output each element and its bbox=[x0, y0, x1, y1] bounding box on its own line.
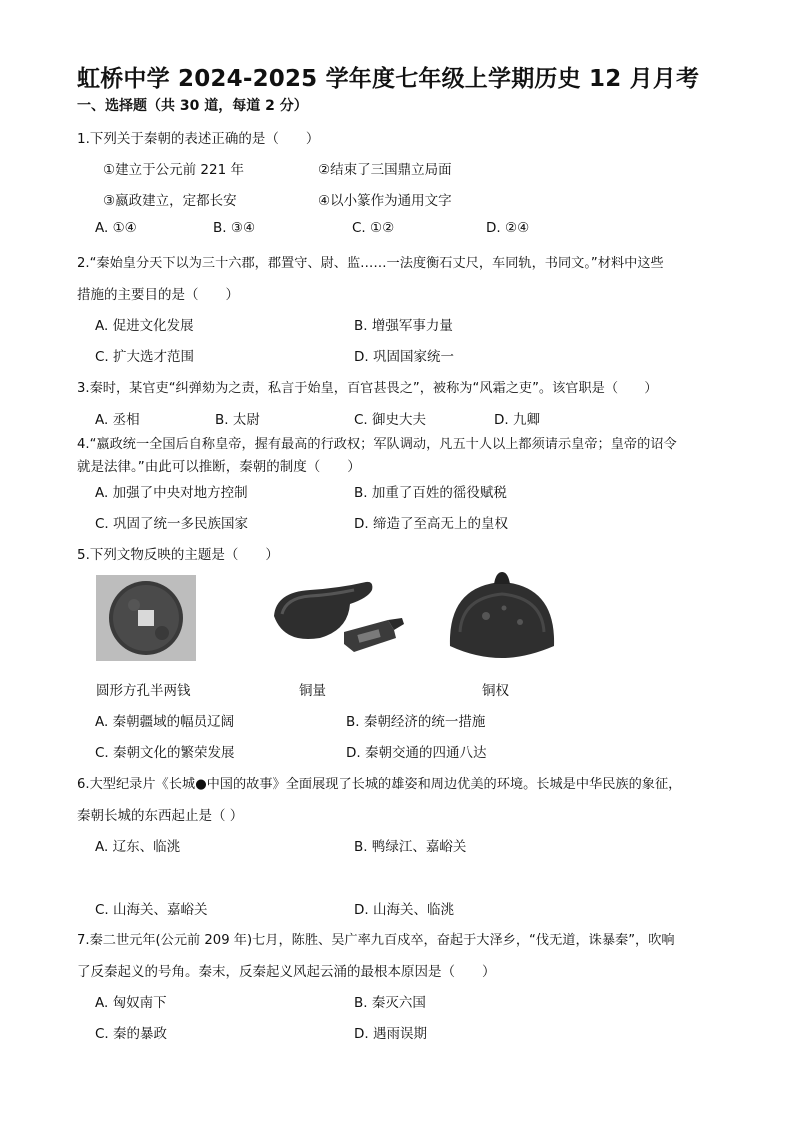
q3-option-c: C. 御史大夫 bbox=[354, 412, 427, 428]
q2-option-a: A. 促进文化发展 bbox=[95, 318, 194, 334]
question-4-stem-line-2: 就是法律。”由此可以推断，秦朝的制度（ ） bbox=[77, 459, 361, 475]
q7-option-c: C. 秦的暴政 bbox=[95, 1026, 168, 1042]
caption-bronze-weight: 铜权 bbox=[482, 683, 509, 699]
q6-option-c: C. 山海关、嘉峪关 bbox=[95, 902, 208, 918]
bronze-measure-image bbox=[270, 578, 410, 660]
q7-option-b: B. 秦灭六国 bbox=[354, 995, 426, 1011]
bronze-weight-image bbox=[446, 572, 558, 664]
q3-option-a: A. 丞相 bbox=[95, 412, 140, 428]
q5-option-c: C. 秦朝文化的繁荣发展 bbox=[95, 745, 235, 761]
q1-statement-4: ④以小篆作为通用文字 bbox=[318, 193, 452, 209]
question-7-stem-line-2: 了反秦起义的号角。秦末，反秦起义风起云涌的最根本原因是（ ） bbox=[77, 964, 496, 980]
question-7-stem-line-1: 7.秦二世元年(公元前 209 年)七月，陈胜、吴广率九百戍卒，奋起于大泽乡，“伐无道，诛暴秦”，吹响 bbox=[77, 933, 675, 948]
q1-statement-1: ①建立于公元前 221 年 bbox=[103, 162, 244, 178]
section-heading: 一、选择题（共 30 道，每道 2 分） bbox=[77, 98, 308, 114]
q7-option-d: D. 遇雨误期 bbox=[354, 1026, 427, 1042]
question-1-stem: 1.下列关于秦朝的表述正确的是（ ） bbox=[77, 131, 320, 147]
question-4-stem-line-1: 4.“嬴政统一全国后自称皇帝，握有最高的行政权；军队调动，凡五十人以上都须请示皇帝；皇帝的诏令 bbox=[77, 437, 677, 452]
q3-option-b: B. 太尉 bbox=[215, 412, 260, 428]
q2-option-d: D. 巩固国家统一 bbox=[354, 349, 454, 365]
caption-bronze-measure: 铜量 bbox=[299, 683, 326, 699]
q4-option-a: A. 加强了中央对地方控制 bbox=[95, 485, 248, 501]
q3-option-d: D. 九卿 bbox=[494, 412, 540, 428]
page-title: 虹桥中学 2024-2025 学年度七年级上学期历史 12 月月考 bbox=[77, 66, 700, 92]
q1-statement-3: ③嬴政建立，定都长安 bbox=[103, 193, 237, 209]
q2-option-c: C. 扩大选才范围 bbox=[95, 349, 195, 365]
caption-coin: 圆形方孔半两钱 bbox=[96, 683, 191, 699]
q6-option-d: D. 山海关、临洮 bbox=[354, 902, 454, 918]
ban-liang-coin-image bbox=[96, 575, 196, 661]
q1-statement-2: ②结束了三国鼎立局面 bbox=[318, 162, 452, 178]
q4-option-d: D. 缔造了至高无上的皇权 bbox=[354, 516, 508, 532]
q6-option-a: A. 辽东、临洮 bbox=[95, 839, 181, 855]
q7-option-a: A. 匈奴南下 bbox=[95, 995, 167, 1011]
q5-option-a: A. 秦朝疆域的幅员辽阔 bbox=[95, 714, 235, 730]
question-2-stem-line-2: 措施的主要目的是（ ） bbox=[77, 287, 239, 303]
q4-option-c: C. 巩固了统一多民族国家 bbox=[95, 516, 249, 532]
question-6-stem-line-2: 秦朝长城的东西起止是（ ） bbox=[77, 808, 244, 824]
q1-option-d: D. ②④ bbox=[486, 220, 530, 236]
q5-option-d: D. 秦朝交通的四通八达 bbox=[346, 745, 487, 761]
q6-option-b: B. 鸭绿江、嘉峪关 bbox=[354, 839, 467, 855]
q1-option-b: B. ③④ bbox=[213, 220, 256, 236]
q1-option-c: C. ①② bbox=[352, 220, 395, 236]
q4-option-b: B. 加重了百姓的徭役赋税 bbox=[354, 485, 507, 501]
q1-option-a: A. ①④ bbox=[95, 220, 137, 236]
question-6-stem-line-1: 6.大型纪录片《长城●中国的故事》全面展现了长城的雄姿和周边优美的环境。长城是中华民族的象征， bbox=[77, 777, 682, 792]
question-2-stem-line-1: 2.“秦始皇分天下以为三十六郡，郡置守、尉、监……一法度衡石丈尺，车同轨，书同文。”材料中这些 bbox=[77, 256, 664, 271]
question-5-stem: 5.下列文物反映的主题是（ ） bbox=[77, 547, 279, 563]
question-3-stem: 3.秦时，某官吏“纠弹劾为之责，私言于始皇，百官甚畏之”，被称为“风霜之吏”。该官职是（ ） bbox=[77, 381, 658, 396]
q2-option-b: B. 增强军事力量 bbox=[354, 318, 453, 334]
q5-option-b: B. 秦朝经济的统一措施 bbox=[346, 714, 486, 730]
